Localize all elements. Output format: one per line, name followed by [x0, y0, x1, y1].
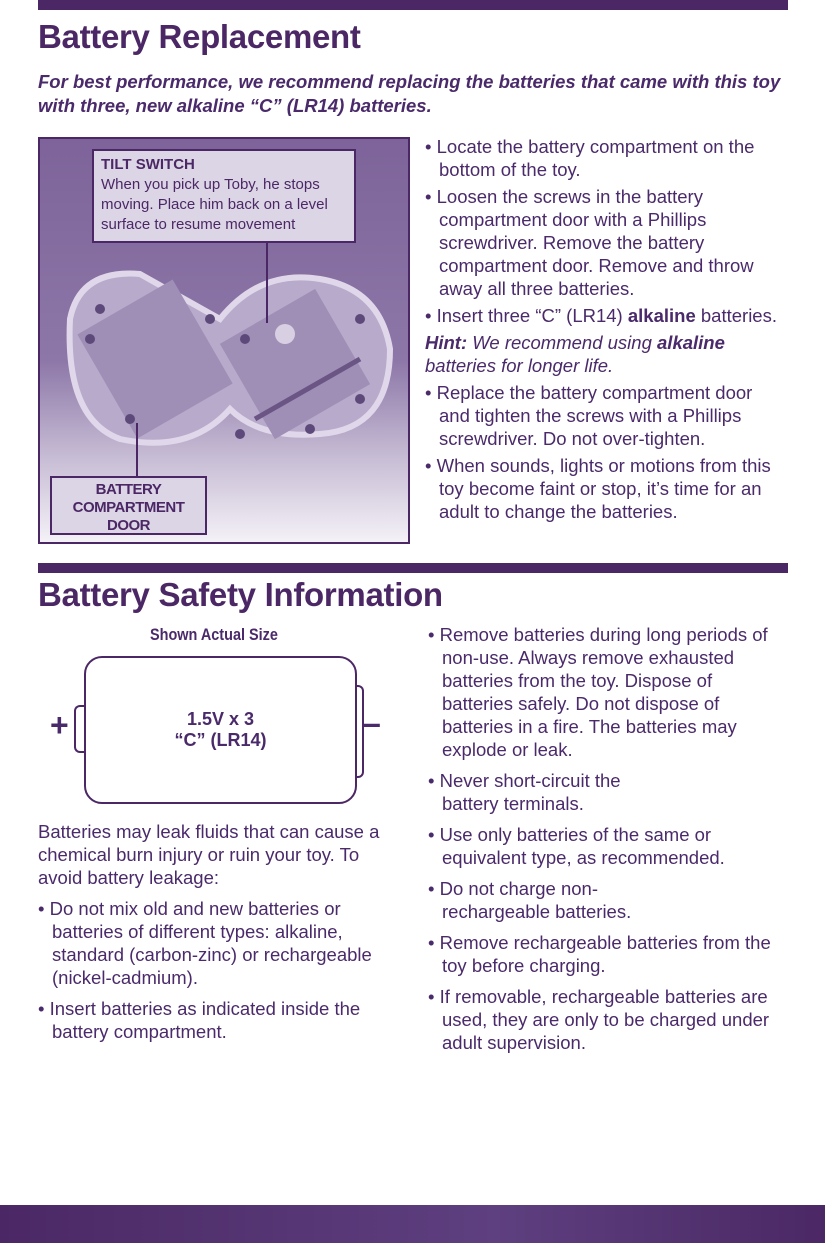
step-item: • Loosen the screws in the battery compartment door with a Phillips screwdriver. Remove the battery compartment door. Remove and throw away all three batteries. — [425, 185, 787, 300]
step-item: • Replace the battery compartment door and tighten the screws with a Phillips screwdriver. Do not over-tighten. — [425, 381, 787, 450]
subtitle: For best performance, we recommend replacing the batteries that came with this toy with three, new alkaline “C” (LR14) batteries. — [38, 71, 781, 116]
toy-bottom-photo — [38, 137, 410, 544]
safety-item: • Do not mix old and new batteries or batteries of different types: alkaline, standard (carbon-zinc) or rechargeable (nickel-cadmium). — [38, 897, 398, 989]
leak-warning — [38, 820, 398, 1047]
battery-type: “C” (LR14) — [174, 730, 267, 750]
tilt-text: When you pick up Toby, he stops moving. Place him back on a level surface to resume movement — [101, 176, 328, 233]
tilt-title: TILT SWITCH — [101, 156, 195, 173]
plus-icon: + — [50, 707, 69, 743]
footer-bar — [0, 1205, 825, 1243]
safety-item: • Do not charge non-rechargeable batteries. — [428, 877, 668, 923]
safety-list — [428, 623, 788, 1058]
safety-item: • Use only batteries of the same or equivalent type, as recommended. — [428, 823, 788, 869]
intro-text: Batteries may leak fluids that can cause a chemical burn injury or ruin your toy. To avoid battery leakage: — [38, 821, 380, 888]
hint: Hint: We recommend using alkaline batteries for longer life. — [425, 332, 725, 376]
tilt-pointer — [266, 243, 268, 323]
door-pointer — [136, 423, 138, 476]
door-callout: BATTERY COMPARTMENT DOOR — [50, 476, 207, 535]
battery-diagram — [50, 655, 390, 805]
safety-item: • Remove rechargeable batteries from the toy before charging. — [428, 931, 788, 977]
safety-item: • Remove batteries during long periods of non-use. Always remove exhausted batteries from the toy. Dispose of batteries safely. Do not dispose of batteries in a fire. The batteries may explode or leak. — [428, 623, 788, 761]
step-item: • When sounds, lights or motions from this toy become faint or stop, it’s time for an adult to change the batteries. — [425, 454, 787, 523]
safety-item: • Insert batteries as indicated inside the battery compartment. — [38, 997, 398, 1043]
section-title: Battery Safety Information — [38, 576, 443, 613]
tilt-switch-callout — [92, 149, 356, 243]
minus-icon: – — [363, 705, 381, 741]
actual-size-label: Shown Actual Size — [150, 625, 278, 644]
toy-illustration — [60, 259, 400, 459]
step-item: • Locate the battery compartment on the bottom of the toy. — [425, 135, 787, 181]
safety-item: • Never short-circuit the battery terminals. — [428, 769, 668, 815]
safety-item: • If removable, rechargeable batteries are used, they are only to be charged under adult supervision. — [428, 985, 788, 1054]
top-divider — [38, 0, 788, 10]
battery-voltage: 1.5V x 3 — [186, 709, 255, 729]
section-title: Battery Replacement — [38, 18, 361, 55]
section-divider — [38, 563, 788, 573]
replacement-steps — [425, 135, 787, 527]
battery-body — [84, 656, 357, 804]
step-item: • Insert three “C” (LR14) alkaline batteries. — [425, 304, 787, 327]
